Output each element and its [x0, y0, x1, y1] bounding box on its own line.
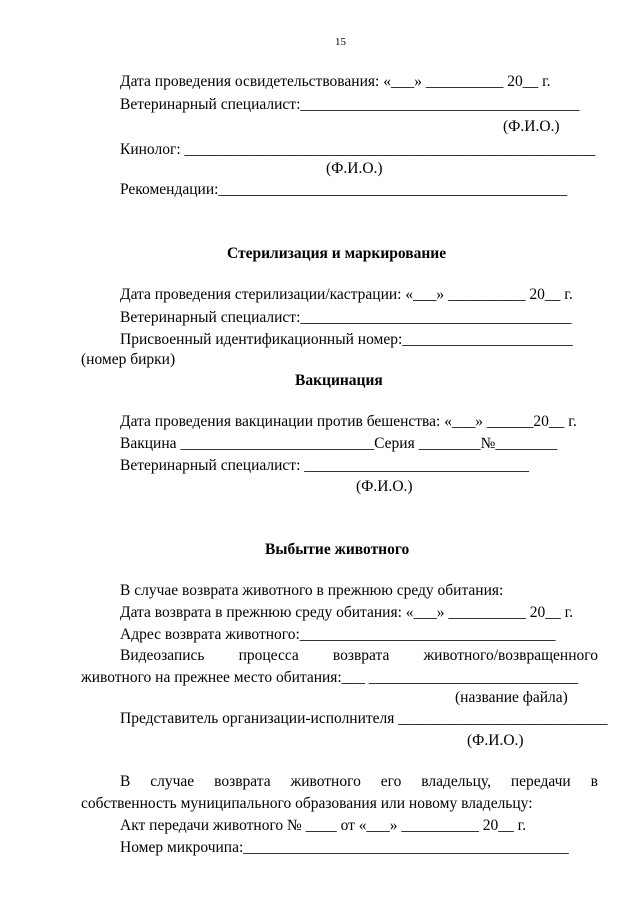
page-number: 15 [335, 36, 346, 48]
survey-cynologist-line: Кинолог: _____________________________________________________ [120, 141, 596, 158]
disposal-video-word: процесса [238, 647, 299, 664]
disposal-microchip-line: Номер микрочипа:__________________________________________ [120, 839, 569, 856]
disposal-video-line2: животного на прежнее место обитания:___ ___________________________ [81, 669, 579, 686]
disposal-file-name-caption: (название файла) [455, 689, 568, 706]
vaccination-heading: Вакцинация [295, 372, 383, 389]
vaccination-fio-caption: (Ф.И.О.) [356, 478, 413, 495]
disposal-act-line: Акт передачи животного № ____ от «___» __________ 20__ г. [120, 817, 527, 834]
disposal-return-date-line: Дата возврата в прежнюю среду обитания: «___» __________ 20__ г. [120, 604, 574, 621]
vaccination-date-line: Дата проведения вакцинации против бешенства: «___» ______20__ г. [120, 413, 577, 430]
sterilization-date-line: Дата проведения стерилизации/кастрации: «___» __________ 20__ г. [120, 286, 573, 303]
disposal-transfer-line2: собственность муниципального образования или новому владельцу: [81, 795, 533, 812]
disposal-video-word: животного/возвращенного [423, 647, 598, 664]
disposal-transfer-word: случае [150, 773, 195, 790]
disposal-video-word: Видеозапись [120, 647, 205, 664]
disposal-transfer-line1 [120, 774, 598, 790]
survey-recommendations-line: Рекомендации:_____________________________________________ [120, 181, 568, 198]
vaccination-vet-line: Ветеринарный специалист: _____________________________ [120, 457, 529, 474]
sterilization-id-line: Присвоенный идентификационный номер:______________________ [120, 331, 573, 348]
disposal-return-case: В случае возврата животного в прежнюю среду обитания: [120, 582, 504, 599]
disposal-transfer-word: его [380, 773, 402, 790]
sterilization-heading: Стерилизация и маркирование [227, 245, 447, 262]
disposal-transfer-word: передачи [510, 773, 571, 790]
disposal-video-line1 [120, 648, 598, 664]
survey-cynologist-fio-caption: (Ф.И.О.) [326, 160, 383, 177]
disposal-transfer-word: владельцу, [421, 773, 491, 790]
disposal-transfer-word: в [590, 773, 598, 790]
disposal-transfer-word: животного [290, 773, 361, 790]
vaccination-vaccine-line: Вакцина _________________________Серия ________№________ [120, 435, 558, 452]
survey-vet-fio-caption: (Ф.И.О.) [503, 118, 560, 135]
disposal-transfer-word: В [120, 773, 131, 790]
sterilization-tag-caption: (номер бирки) [81, 351, 176, 368]
sterilization-vet-line: Ветеринарный специалист:___________________________________ [120, 309, 572, 326]
disposal-video-word: возврата [332, 647, 390, 664]
disposal-return-address-line: Адрес возврата животного:_________________________________ [120, 626, 556, 643]
survey-date-line: Дата проведения освидетельствования: «___» __________ 20__ г. [120, 73, 551, 90]
disposal-representative-fio-caption: (Ф.И.О.) [467, 732, 524, 749]
disposal-representative-line: Представитель организации-исполнителя ___________________________ [120, 710, 608, 727]
disposal-transfer-word: возврата [214, 773, 271, 790]
disposal-heading: Выбытие животного [265, 541, 410, 558]
survey-vet-line: Ветеринарный специалист:____________________________________ [120, 96, 580, 113]
